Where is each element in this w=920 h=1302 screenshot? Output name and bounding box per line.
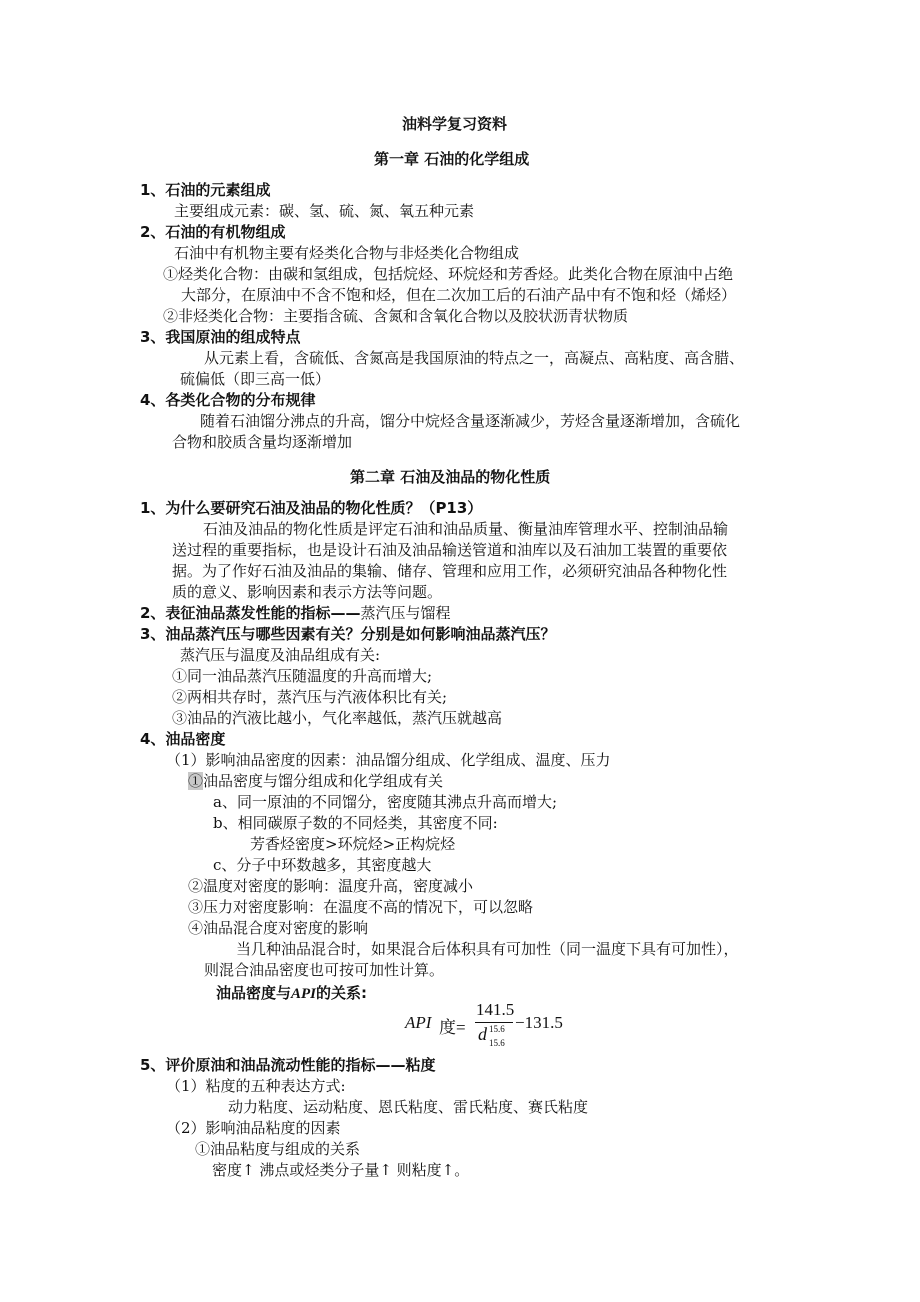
ch2-s2-heading-label: 2、表征油品蒸发性能的指标——: [140, 604, 361, 622]
ch2-s3-body: 蒸汽压与温度及油品组成有关:: [180, 646, 381, 664]
ch1-s3-line1: 从元素上看，含硫低、含氮高是我国原油的特点之一，高凝点、高粘度、高含腊、: [204, 349, 745, 367]
ch2-s4-mix-line2: 则混合油品密度也可按可加性计算。: [204, 961, 445, 979]
api-relation-suffix: 的关系:: [316, 984, 368, 1002]
ch2-s5-p2: （2）影响油品粘度的因素: [166, 1119, 341, 1137]
document-title: 油料学复习资料: [402, 115, 508, 133]
ch2-s5-heading: 5、评价原油和油品流动性能的指标——粘度: [140, 1056, 436, 1074]
fraction-bar: [475, 1022, 513, 1023]
ch2-s1-line3: 据。为了作好石油及油品的集输、储存、管理和应用工作，必须研究油品各种物化性: [172, 562, 728, 580]
api-relation-label: [216, 983, 367, 1004]
ch2-s2-heading-value: 蒸汽压与馏程: [360, 604, 451, 622]
ch2-s1-line2: 送过程的重要指标，也是设计石油及油品输送管道和油库以及石油加工装置的重要依: [172, 541, 728, 559]
ch1-s2-item2: ②非烃类化合物：主要指含硫、含氮和含氧化合物以及胶状沥青状物质: [163, 307, 629, 325]
ch1-s4-line1: 随着石油馏分沸点的升高，馏分中烷烃含量逐渐减少，芳烃含量逐渐增加，含硫化: [200, 412, 741, 430]
ch2-s1-line4: 质的意义、影响因素和表示方法等问题。: [172, 583, 443, 601]
ch1-s1-body: 主要组成元素：碳、氢、硫、氮、氧五种元素: [174, 202, 475, 220]
ch2-s4-a: a、同一原油的不同馏分，密度随其沸点升高而增大;: [213, 793, 557, 811]
formula-denominator: d: [478, 1024, 487, 1044]
highlighted-marker: ①: [188, 772, 204, 790]
ch2-s4-b: b、相同碳原子数的不同烃类，其密度不同:: [213, 814, 498, 832]
ch2-s2-heading: [140, 603, 450, 623]
ch2-s4-c: c、分子中环数越多，其密度越大: [213, 856, 432, 874]
ch1-s2-heading: 2、石油的有机物组成: [140, 223, 286, 241]
formula-lhs: API: [405, 1013, 432, 1032]
ch2-s3-item2: ②两相共存时，蒸汽压与汽液体积比有关;: [172, 688, 448, 706]
chapter2-title: 第二章 石油及油品的物化性质: [350, 468, 551, 486]
ch2-s4-item3: ③压力对密度影响：在温度不高的情况下，可以忽略: [188, 898, 534, 916]
ch2-s3-item3: ③油品的汽液比越小，气化率越低，蒸汽压就越高: [172, 709, 503, 727]
ch1-s4-heading: 4、各类化合物的分布规律: [140, 391, 316, 409]
ch2-s1-heading: 1、为什么要研究石油及油品的物化性质？（P13）: [140, 499, 483, 517]
formula-superscript: 15.6: [489, 1024, 505, 1034]
ch2-s4-item1: [188, 771, 443, 791]
ch2-s4-item4: ④油品混合度对密度的影响: [188, 919, 369, 937]
ch1-s2-item1-line2: 大部分，在原油中不含不饱和烃，但在二次加工后的石油产品中有不饱和烃（烯烃）: [181, 286, 737, 304]
formula-minus-term: −131.5: [515, 1013, 563, 1032]
chapter1-title: 第一章 石油的化学组成: [374, 150, 530, 168]
ch1-s3-line2: 硫偏低（即三高一低）: [180, 370, 331, 388]
ch2-s5-item1-body: 密度↑ 沸点或烃类分子量↑ 则粘度↑。: [212, 1161, 470, 1179]
api-relation-prefix: 油品密度与: [216, 984, 292, 1002]
ch2-s4-item1-text: 油品密度与馏分组成和化学组成有关: [203, 772, 444, 790]
ch2-s4-heading: 4、油品密度: [140, 730, 226, 748]
formula-lhs-unit: 度=: [439, 1018, 466, 1037]
ch2-s5-p1: （1）粘度的五种表达方式:: [166, 1077, 346, 1095]
ch2-s4-item2: ②温度对密度的影响：温度升高，密度减小: [188, 877, 474, 895]
ch2-s5-item1: ①油品粘度与组成的关系: [195, 1140, 361, 1158]
formula-subscript: 15.6: [489, 1038, 505, 1048]
ch2-s4-b-detail: 芳香烃密度>环烷烃>正构烷烃: [250, 835, 456, 853]
api-abbr: API: [291, 986, 317, 1002]
ch2-s1-line1: 石油及油品的物化性质是评定石油和油品质量、衡量油库管理水平、控制油品输: [203, 520, 729, 538]
ch1-s2-body: 石油中有机物主要有烃类化合物与非烃类化合物组成: [174, 244, 520, 262]
ch2-s3-item1: ①同一油品蒸汽压随温度的升高而增大;: [172, 667, 433, 685]
ch2-s4-mix-line1: 当几种油品混合时，如果混合后体积具有可加性（同一温度下具有可加性），: [236, 940, 739, 958]
ch1-s2-item1-line1: ①烃类化合物：由碳和氢组成，包括烷烃、环烷烃和芳香烃。此类化合物在原油中占绝: [163, 265, 734, 283]
ch2-s5-p1-body: 动力粘度、运动粘度、恩氏粘度、雷氏粘度、赛氏粘度: [228, 1098, 589, 1116]
ch2-s3-heading: 3、油品蒸汽压与哪些因素有关？分别是如何影响油品蒸汽压？: [140, 625, 556, 643]
ch1-s4-line2: 合物和胶质含量均逐渐增加: [172, 433, 353, 451]
formula-numerator: 141.5: [476, 1000, 515, 1019]
ch1-s1-heading: 1、石油的元素组成: [140, 181, 271, 199]
ch1-s3-heading: 3、我国原油的组成特点: [140, 328, 301, 346]
ch2-s4-p1: （1）影响油品密度的因素：油品馏分组成、化学组成、温度、压力: [166, 751, 611, 769]
